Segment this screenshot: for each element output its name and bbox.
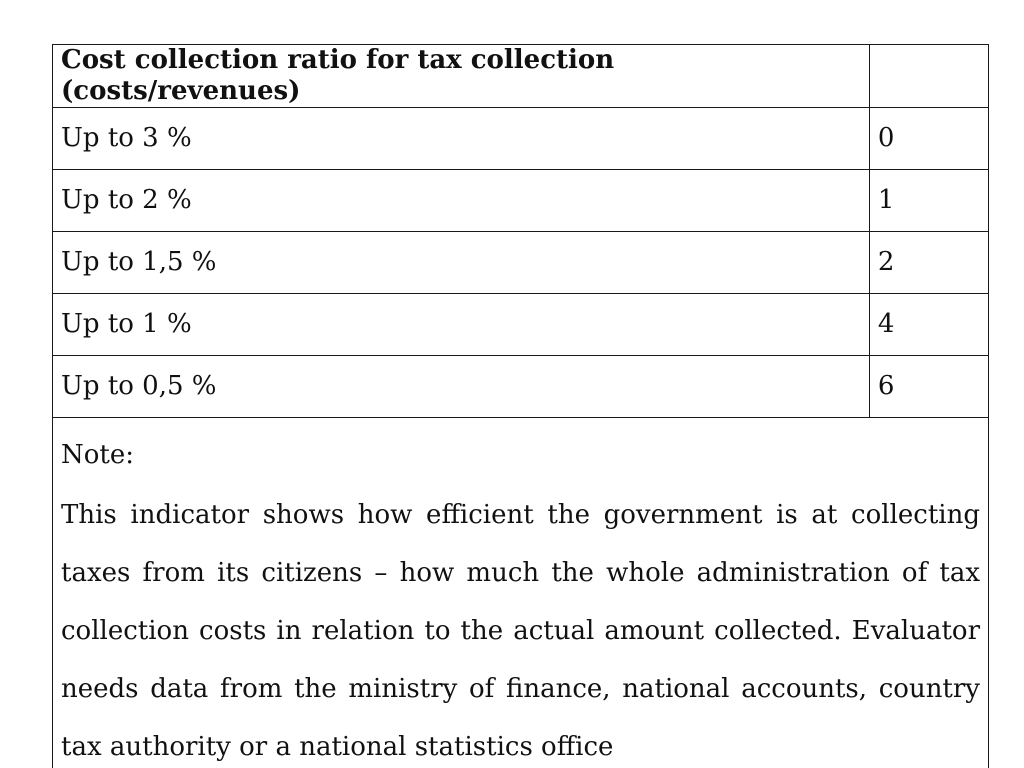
scoring-table <box>52 44 989 768</box>
row-score: 2 <box>869 232 988 294</box>
table-header-row <box>53 45 989 108</box>
note-cell <box>53 418 989 768</box>
note-row <box>53 418 989 768</box>
header-score-cell <box>869 45 988 108</box>
header-label-cell: Cost collection ratio for tax collection (costs/revenues) <box>53 45 870 108</box>
table-row <box>53 356 989 418</box>
row-label: Up to 1,5 % <box>53 232 870 294</box>
table-row <box>53 170 989 232</box>
table-row <box>53 108 989 170</box>
note-text: This indicator shows how efficient the government is at collecting taxes from its citizens – how much the whole administration of tax collection costs in relation to the actual amount collected. Evaluator needs data from the ministry of finance, national accounts, country tax authority or a national statistics office <box>61 499 980 762</box>
row-score: 4 <box>869 294 988 356</box>
note-title: Note: <box>61 440 134 471</box>
row-label: Up to 2 % <box>53 170 870 232</box>
table-row <box>53 294 989 356</box>
row-score: 6 <box>869 356 988 418</box>
row-label: Up to 1 % <box>53 294 870 356</box>
table-row <box>53 232 989 294</box>
row-score: 1 <box>869 170 988 232</box>
row-label: Up to 3 % <box>53 108 870 170</box>
row-label: Up to 0,5 % <box>53 356 870 418</box>
row-score: 0 <box>869 108 988 170</box>
